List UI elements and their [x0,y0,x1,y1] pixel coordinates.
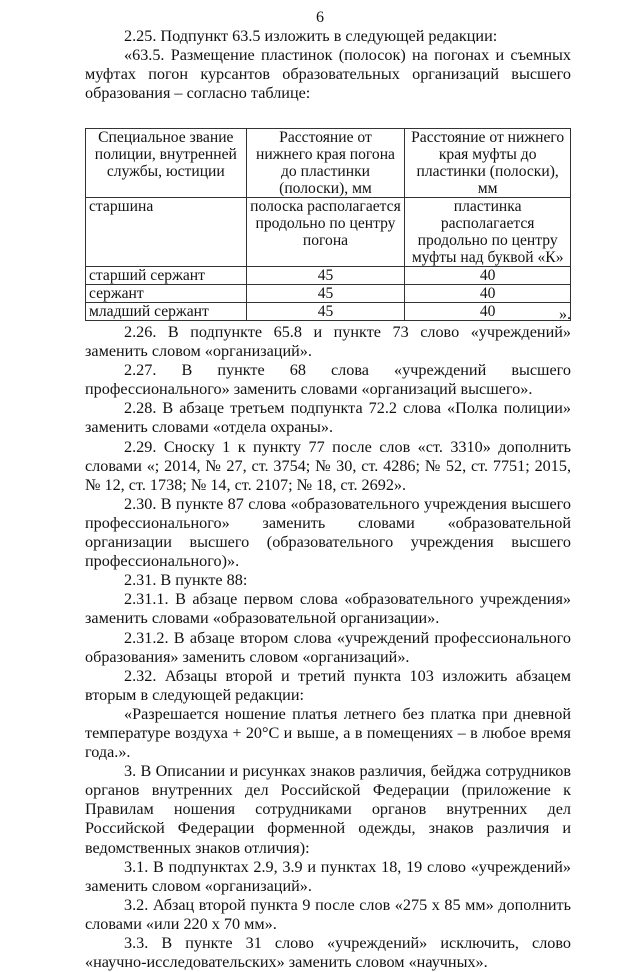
paragraph-3: 3. В Описании и рисунках знаков различия, бейджа сотрудников органов внутренних дел Российской Федерации (приложение к Правилам ношения сотрудниками органов внутренних дел Российской Федерации форменной одежды, знаков различия и ведомственных знаков отличия): [85,762,571,857]
cell-shoulder: полоска располагается продольно по центру погона [246,198,405,267]
paragraph-2-27: 2.27. В пункте 68 слова «учреждений высшего профессионального» заменить словами «организаций высшего». [85,361,571,399]
header-rank: Специальное звание полиции, внутренней службы, юстиции [86,129,247,198]
cell-sleeve: 40 [405,285,571,303]
header-shoulder-distance: Расстояние от нижнего края погона до пластинки (полоски), мм [246,129,405,198]
cell-sleeve: 40 [405,303,571,321]
paragraph-2-31-1: 2.31.1. В абзаце первом слова «образовательного учреждения» заменить словами «образовательной организации». [85,590,571,628]
cell-rank: старший сержант [86,267,247,285]
paragraph-quoted-text: «Разрешается ношение платья летнего без платка при дневной температуре воздуха + 20°С и выше, а в помещениях – в любое время года.». [85,704,571,762]
table-header-row [86,129,571,198]
paragraph-3-2: 3.2. Абзац второй пункта 9 после слов «275 х 85 мм» дополнить словами «или 220 х 70 мм». [85,895,571,933]
page-number: 6 [316,9,324,26]
cell-shoulder: 45 [246,303,405,321]
insignia-placement-table [85,128,571,321]
paragraph-3-1: 3.1. В подпунктах 2.9, 3.9 и пунктах 18, 19 слово «учреждений» заменить словом «организаций». [85,857,571,895]
cell-rank: старшина [86,198,247,267]
paragraph-2-28: 2.28. В абзаце третьем подпункта 72.2 слова «Полка полиции» заменить словами «отдела охраны». [85,399,571,437]
cell-sleeve: пластинка располагается продольно по центру муфты над буквой «К» [405,198,571,267]
cell-rank: младший сержант [86,303,247,321]
intro-section [85,27,571,103]
table-row [86,267,571,285]
cell-shoulder: 45 [246,267,405,285]
cell-shoulder: 45 [246,285,405,303]
paragraph-2-29: 2.29. Сноску 1 к пункту 77 после слов «ст. 3310» дополнить словами «; 2014, № 27, ст. 3754; № 30, ст. 4286; № 52, ст. 7751; 2015, № 12, ст. 1738; № 14, ст. 2107; № 18, ст. 2692». [85,437,571,494]
cell-sleeve: 40 [405,267,571,285]
table-row [86,198,571,267]
paragraph-63-5: «63.5. Размещение пластинок (полосок) на погонах и съемных муфтах погон курсантов образовательных организаций высшего образования – согласно таблице: [85,46,571,103]
paragraph-2-26: 2.26. В подпункте 65.8 и пункте 73 слово «учреждений» заменить словом «организаций». [85,323,571,361]
table-row [86,303,571,321]
paragraph-3-3: 3.3. В пункте 31 слово «учреждений» исключить, слово «научно-исследовательских» заменить словом «научных». [85,934,571,972]
table-row [86,285,571,303]
paragraph-2-32: 2.32. Абзацы второй и третий пункта 103 изложить абзацем вторым в следующей редакции: [85,666,571,704]
paragraph-2-31: 2.31. В пункте 88: [124,571,248,590]
cell-rank: сержант [86,285,247,303]
amendments-section [85,323,571,972]
table-closing-quote: ». [559,306,571,323]
paragraph-2-30: 2.30. В пункте 87 слова «образовательного учреждения высшего профессионального» заменить словами «образовательной организации высшего (образовательного учреждения высшего профессионального)». [85,494,571,571]
header-sleeve-distance: Расстояние от нижнего края муфты до пластинки (полоски), мм [405,129,571,198]
paragraph-2-25: 2.25. Подпункт 63.5 изложить в следующей редакции: [124,27,498,45]
paragraph-2-31-2: 2.31.2. В абзаце втором слова «учреждений профессионального образования» заменить словом «организаций». [85,628,571,666]
